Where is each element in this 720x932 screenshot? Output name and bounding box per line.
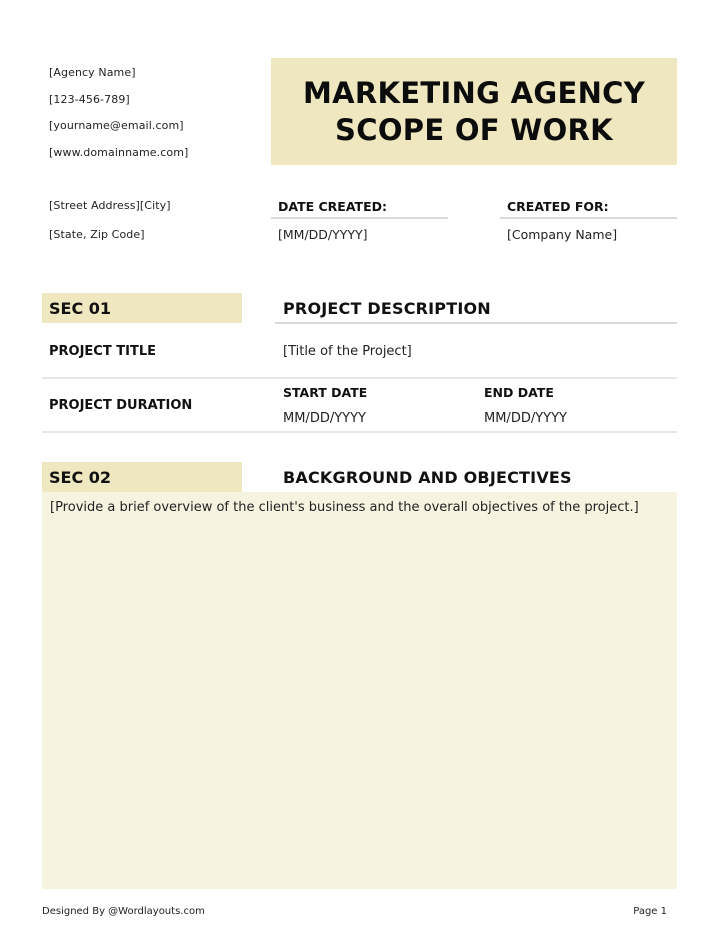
document-title-line-1: MARKETING AGENCY bbox=[302, 75, 646, 110]
section-02-heading: BACKGROUND AND OBJECTIVES bbox=[283, 468, 572, 487]
date-created-divider bbox=[271, 217, 448, 219]
agency-state-zip: [State, Zip Code] bbox=[49, 228, 145, 241]
agency-phone: [123-456-789] bbox=[49, 93, 130, 106]
project-duration-divider bbox=[42, 431, 677, 433]
date-created-value: [MM/DD/YYYY] bbox=[278, 227, 368, 242]
document-title-box bbox=[271, 58, 677, 165]
section-01-heading-divider bbox=[275, 322, 677, 324]
created-for-value: [Company Name] bbox=[507, 227, 618, 242]
agency-name: [Agency Name] bbox=[49, 66, 136, 79]
footer-credit: Designed By @Wordlayouts.com bbox=[42, 906, 205, 917]
document-title-line-2: SCOPE OF WORK bbox=[335, 112, 613, 147]
end-date-label: END DATE bbox=[484, 385, 554, 400]
created-for-divider bbox=[500, 217, 677, 219]
section-01-heading: PROJECT DESCRIPTION bbox=[283, 299, 491, 318]
section-01-tag: SEC 01 bbox=[42, 293, 242, 323]
created-for-label: CREATED FOR: bbox=[507, 199, 609, 214]
start-date-value: MM/DD/YYYY bbox=[283, 411, 366, 426]
end-date-value: MM/DD/YYYY bbox=[484, 411, 567, 426]
section-02-tag: SEC 02 bbox=[42, 462, 242, 492]
start-date-label: START DATE bbox=[283, 385, 368, 400]
project-title-divider bbox=[42, 377, 677, 379]
page-number: Page 1 bbox=[633, 906, 667, 917]
agency-street-city: [Street Address][City] bbox=[49, 199, 171, 212]
project-title-value: [Title of the Project] bbox=[283, 344, 412, 359]
project-duration-label: PROJECT DURATION bbox=[49, 398, 193, 413]
date-created-label: DATE CREATED: bbox=[278, 199, 387, 214]
agency-email: [yourname@email.com] bbox=[49, 119, 184, 132]
project-title-label: PROJECT TITLE bbox=[49, 344, 156, 359]
background-objectives-text[interactable]: [Provide a brief overview of the client's business and the overall objectives of the project.] bbox=[50, 500, 639, 515]
agency-website: [www.domainname.com] bbox=[49, 146, 189, 159]
background-objectives-box[interactable] bbox=[42, 492, 677, 889]
